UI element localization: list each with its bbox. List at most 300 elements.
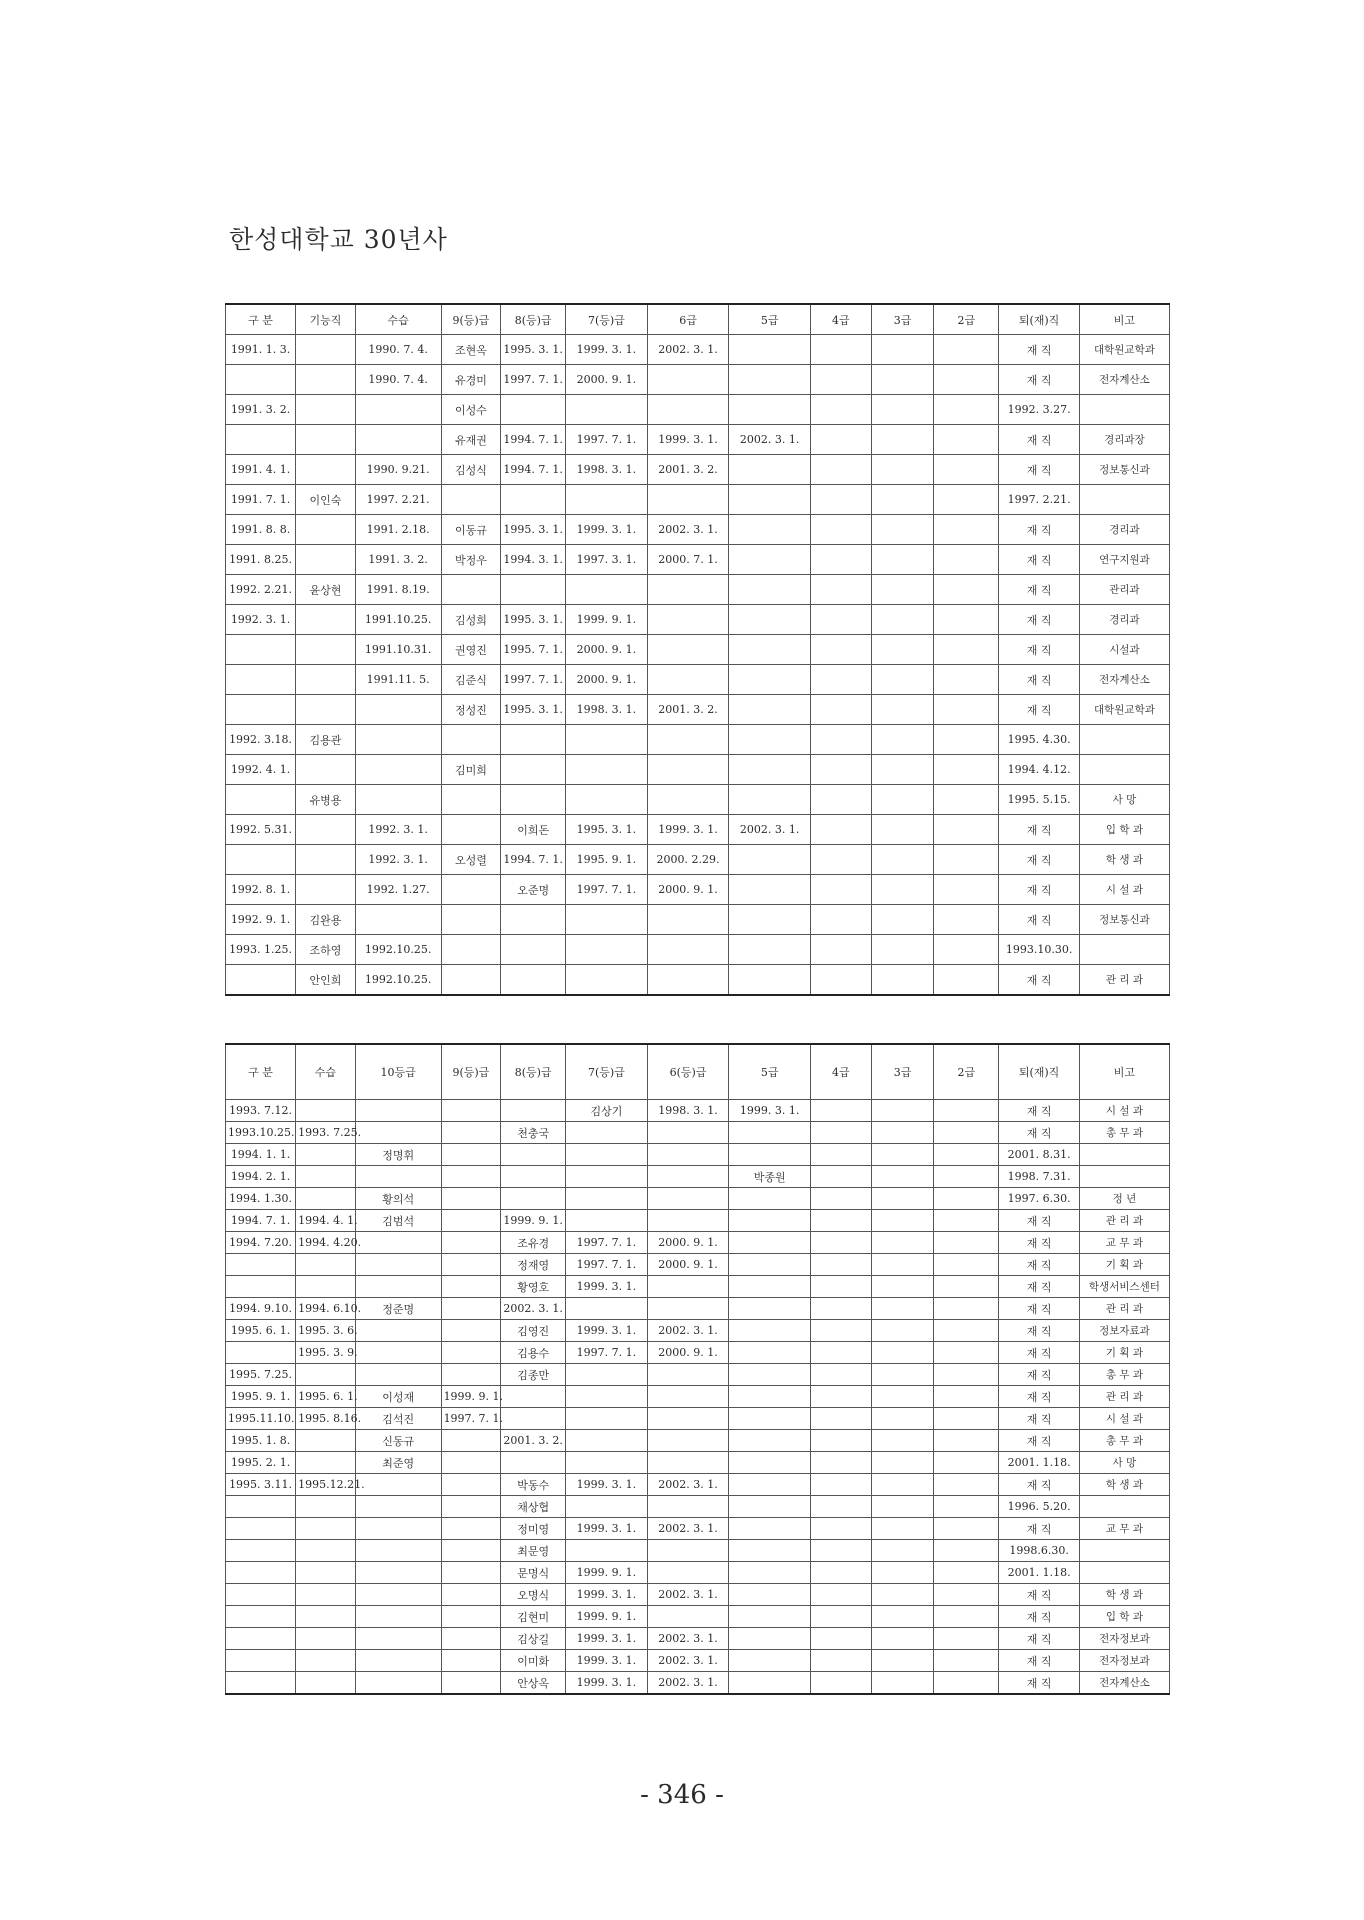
- table-cell: [871, 1518, 934, 1540]
- table-cell: 재 직: [999, 815, 1080, 845]
- table-cell: 1992. 2.21.: [226, 575, 296, 605]
- table-cell: [501, 785, 566, 815]
- table-cell: 재 직: [999, 1606, 1080, 1628]
- table-cell: 1992. 3. 1.: [355, 845, 441, 875]
- table-cell: [810, 1100, 871, 1122]
- table-cell: 2000. 9. 1.: [647, 1342, 729, 1364]
- table-cell: 1995. 3. 1.: [501, 695, 566, 725]
- table-cell: 1999. 3. 1.: [566, 335, 648, 365]
- table-cell: [934, 1210, 999, 1232]
- table-cell: 재 직: [999, 1650, 1080, 1672]
- table-cell: [355, 1122, 441, 1144]
- table-row: [226, 1650, 1170, 1672]
- table-cell: [871, 1342, 934, 1364]
- table-cell: [934, 1100, 999, 1122]
- table-cell: [871, 455, 934, 485]
- table-cell: 1991. 4. 1.: [226, 455, 296, 485]
- table-row: [226, 1672, 1170, 1695]
- table-cell: [647, 605, 729, 635]
- table-cell: [729, 1188, 811, 1210]
- table-cell: [871, 665, 934, 695]
- table-cell: [934, 785, 999, 815]
- table-cell: 1999. 3. 1.: [647, 425, 729, 455]
- table-cell: [729, 605, 811, 635]
- table-cell: [934, 1122, 999, 1144]
- table-cell: [934, 605, 999, 635]
- page-number: - 346 -: [640, 1780, 724, 1810]
- table-cell: 교 무 과: [1079, 1232, 1169, 1254]
- table-cell: [296, 845, 356, 875]
- table-cell: [441, 1496, 501, 1518]
- table-cell: 정보통신과: [1079, 905, 1169, 935]
- table-cell: [810, 785, 871, 815]
- table-cell: [729, 935, 811, 965]
- table-cell: [441, 1628, 501, 1650]
- table-cell: [810, 905, 871, 935]
- table-cell: [647, 665, 729, 695]
- table-row: [226, 605, 1170, 635]
- table-row: [226, 515, 1170, 545]
- table-cell: [810, 1298, 871, 1320]
- table-cell: 이미화: [501, 1650, 566, 1672]
- table-cell: [871, 1584, 934, 1606]
- table-cell: 2002. 3. 1.: [647, 1320, 729, 1342]
- table-cell: [1079, 1540, 1169, 1562]
- table-cell: 2002. 3. 1.: [647, 1628, 729, 1650]
- table-cell: [296, 425, 356, 455]
- table-cell: 1995. 8.16.: [296, 1408, 356, 1430]
- table-cell: [871, 1408, 934, 1430]
- table-cell: [871, 785, 934, 815]
- table-cell: 1991.10.31.: [355, 635, 441, 665]
- table-cell: [441, 1650, 501, 1672]
- table-row: [226, 1122, 1170, 1144]
- column-header: 2급: [934, 304, 999, 335]
- table-cell: 재 직: [999, 695, 1080, 725]
- table-cell: [566, 725, 648, 755]
- table-cell: 재 직: [999, 1342, 1080, 1364]
- table-cell: [934, 1562, 999, 1584]
- table-cell: 정 년: [1079, 1188, 1169, 1210]
- table-cell: [355, 1650, 441, 1672]
- table-cell: [729, 725, 811, 755]
- table-cell: [810, 1452, 871, 1474]
- table-cell: 1995. 3. 1.: [566, 815, 648, 845]
- table-cell: [441, 1276, 501, 1298]
- table-cell: 1995. 7. 1.: [501, 635, 566, 665]
- column-header: 수습: [296, 1044, 356, 1100]
- table-cell: [871, 425, 934, 455]
- table-cell: 2001. 8.31.: [999, 1144, 1080, 1166]
- table-cell: 김석진: [355, 1408, 441, 1430]
- table-cell: 1995. 6. 1.: [296, 1386, 356, 1408]
- table-cell: [566, 1122, 648, 1144]
- table-cell: [1079, 725, 1169, 755]
- table-cell: 김용수: [501, 1342, 566, 1364]
- table-cell: [934, 455, 999, 485]
- table-cell: 박동수: [501, 1474, 566, 1496]
- table-cell: [441, 905, 501, 935]
- personnel-table-1: [225, 303, 1170, 996]
- table-cell: 정성진: [441, 695, 501, 725]
- table-cell: 입 학 과: [1079, 815, 1169, 845]
- table-cell: [355, 1518, 441, 1540]
- table-cell: [871, 1298, 934, 1320]
- table-row: [226, 1518, 1170, 1540]
- table-row: [226, 1386, 1170, 1408]
- table-cell: 유재권: [441, 425, 501, 455]
- table-cell: 1997. 2.21.: [999, 485, 1080, 515]
- column-header: 8(등)급: [501, 1044, 566, 1100]
- table-cell: 조유경: [501, 1232, 566, 1254]
- table-cell: 1999. 3. 1.: [729, 1100, 811, 1122]
- table-cell: [296, 1276, 356, 1298]
- table-cell: [647, 1210, 729, 1232]
- table-cell: 1994. 3. 1.: [501, 545, 566, 575]
- table-cell: [647, 1386, 729, 1408]
- table-cell: [934, 845, 999, 875]
- table-cell: 1995. 3. 9.: [296, 1342, 356, 1364]
- table-cell: 1995. 3. 1.: [501, 515, 566, 545]
- table-cell: [647, 1562, 729, 1584]
- table-cell: 재 직: [999, 1364, 1080, 1386]
- table-cell: [810, 1320, 871, 1342]
- table-cell: [566, 1166, 648, 1188]
- column-header: 퇴(재)직: [999, 304, 1080, 335]
- table-cell: 전자정보과: [1079, 1628, 1169, 1650]
- column-header: 5급: [729, 1044, 811, 1100]
- table-cell: 1999. 3. 1.: [566, 1584, 648, 1606]
- table-cell: [647, 365, 729, 395]
- table-cell: 1991. 1. 3.: [226, 335, 296, 365]
- table-cell: 2000. 9. 1.: [647, 875, 729, 905]
- table-cell: 전자계산소: [1079, 365, 1169, 395]
- table-header-row: [226, 304, 1170, 335]
- table-cell: [810, 455, 871, 485]
- table-cell: [729, 1628, 811, 1650]
- table-cell: [810, 1408, 871, 1430]
- table-cell: 학 생 과: [1079, 845, 1169, 875]
- table-row: [226, 395, 1170, 425]
- table-row: [226, 1232, 1170, 1254]
- table-cell: 관 리 과: [1079, 1386, 1169, 1408]
- table-cell: [871, 395, 934, 425]
- table-cell: [729, 365, 811, 395]
- table-cell: [729, 1562, 811, 1584]
- column-header: 기능직: [296, 304, 356, 335]
- table-cell: [441, 935, 501, 965]
- table-cell: [226, 665, 296, 695]
- table-cell: 재 직: [999, 1584, 1080, 1606]
- table-cell: [1079, 1562, 1169, 1584]
- table-cell: 재 직: [999, 875, 1080, 905]
- table-cell: [934, 1650, 999, 1672]
- table-cell: 1999. 3. 1.: [566, 1518, 648, 1540]
- table-cell: 재 직: [999, 1276, 1080, 1298]
- column-header: 4급: [810, 1044, 871, 1100]
- table-cell: [441, 785, 501, 815]
- table-cell: [810, 1672, 871, 1695]
- table-cell: [810, 755, 871, 785]
- table-cell: 관 리 과: [1079, 1298, 1169, 1320]
- table-cell: [934, 485, 999, 515]
- table-cell: [934, 1540, 999, 1562]
- table-cell: [226, 1650, 296, 1672]
- table-cell: 김상길: [501, 1628, 566, 1650]
- table-cell: [729, 1342, 811, 1364]
- table-cell: 재 직: [999, 1122, 1080, 1144]
- table-cell: 1994. 2. 1.: [226, 1166, 296, 1188]
- table-cell: 정보자료과: [1079, 1320, 1169, 1342]
- table-cell: [441, 875, 501, 905]
- table-cell: [296, 1166, 356, 1188]
- table-cell: 재 직: [999, 1210, 1080, 1232]
- table-cell: [647, 1166, 729, 1188]
- table-cell: 1991.11. 5.: [355, 665, 441, 695]
- table-cell: [871, 725, 934, 755]
- table-row: [226, 755, 1170, 785]
- table-cell: [810, 1276, 871, 1298]
- table-cell: [226, 635, 296, 665]
- table-row: [226, 1100, 1170, 1122]
- table-cell: 2002. 3. 1.: [647, 515, 729, 545]
- table-cell: [566, 935, 648, 965]
- table-cell: [810, 965, 871, 996]
- table-cell: [355, 1672, 441, 1695]
- table-cell: 1992. 4. 1.: [226, 755, 296, 785]
- table-cell: [441, 725, 501, 755]
- table-cell: 1990. 7. 4.: [355, 365, 441, 395]
- table-row: [226, 845, 1170, 875]
- table-cell: 김영진: [501, 1320, 566, 1342]
- table-cell: [871, 365, 934, 395]
- table-cell: [934, 365, 999, 395]
- table-cell: 1991. 7. 1.: [226, 485, 296, 515]
- table-cell: [647, 725, 729, 755]
- table-cell: [296, 875, 356, 905]
- table-row: [226, 815, 1170, 845]
- table-cell: 2001. 1.18.: [999, 1562, 1080, 1584]
- table-cell: [566, 1188, 648, 1210]
- table-cell: [810, 1562, 871, 1584]
- table-cell: 시 설 과: [1079, 875, 1169, 905]
- table-cell: 박종원: [729, 1166, 811, 1188]
- table-cell: [296, 755, 356, 785]
- table-cell: [441, 1474, 501, 1496]
- table-cell: [355, 1474, 441, 1496]
- table-cell: [647, 1606, 729, 1628]
- table-cell: 학생서비스센터: [1079, 1276, 1169, 1298]
- table-cell: [355, 785, 441, 815]
- table-cell: [647, 1540, 729, 1562]
- table-row: [226, 485, 1170, 515]
- table-cell: 1995. 6. 1.: [226, 1320, 296, 1342]
- table-cell: [810, 1364, 871, 1386]
- table-cell: [871, 545, 934, 575]
- table-cell: [729, 1606, 811, 1628]
- column-header: 3급: [871, 304, 934, 335]
- table-cell: [729, 1210, 811, 1232]
- table-cell: [647, 905, 729, 935]
- table-cell: [934, 1298, 999, 1320]
- table-cell: [441, 1540, 501, 1562]
- table-cell: [296, 1188, 356, 1210]
- table-cell: 재 직: [999, 965, 1080, 996]
- table-cell: [501, 905, 566, 935]
- column-header: 비고: [1079, 304, 1169, 335]
- table-cell: [729, 1474, 811, 1496]
- table-cell: [871, 605, 934, 635]
- table-cell: 학 생 과: [1079, 1474, 1169, 1496]
- table-cell: 1996. 5.20.: [999, 1496, 1080, 1518]
- table-cell: [934, 935, 999, 965]
- table-row: [226, 1540, 1170, 1562]
- table-cell: [441, 1100, 501, 1122]
- table-cell: [810, 1254, 871, 1276]
- table-cell: 1998.6.30.: [999, 1540, 1080, 1562]
- table-cell: [871, 1144, 934, 1166]
- table-cell: [729, 1584, 811, 1606]
- table-cell: 재 직: [999, 515, 1080, 545]
- table-cell: [871, 1430, 934, 1452]
- table-cell: 재 직: [999, 1320, 1080, 1342]
- table-cell: 김성희: [441, 605, 501, 635]
- table-cell: [729, 455, 811, 485]
- table-cell: [871, 905, 934, 935]
- table-cell: 1997. 7. 1.: [566, 1342, 648, 1364]
- table-cell: 2002. 3. 1.: [647, 1584, 729, 1606]
- table-cell: [355, 1342, 441, 1364]
- table-cell: [501, 1408, 566, 1430]
- table-cell: 2002. 3. 1.: [647, 1672, 729, 1695]
- table-cell: [441, 1430, 501, 1452]
- table-row: [226, 575, 1170, 605]
- table-cell: 1994. 1. 1.: [226, 1144, 296, 1166]
- table-cell: 1991. 2.18.: [355, 515, 441, 545]
- table-cell: 연구지원과: [1079, 545, 1169, 575]
- table-cell: [647, 575, 729, 605]
- table-cell: [810, 575, 871, 605]
- table-cell: [355, 1364, 441, 1386]
- table-cell: [647, 1452, 729, 1474]
- table-cell: [296, 605, 356, 635]
- table-cell: 2002. 3. 1.: [647, 335, 729, 365]
- table-cell: [729, 1452, 811, 1474]
- table-cell: [810, 395, 871, 425]
- table-cell: [934, 425, 999, 455]
- table-cell: 재 직: [999, 1672, 1080, 1695]
- table-cell: [729, 515, 811, 545]
- table-cell: 1990. 9.21.: [355, 455, 441, 485]
- table-cell: [1079, 1166, 1169, 1188]
- table-cell: [566, 1144, 648, 1166]
- table-cell: 1997. 7. 1.: [566, 875, 648, 905]
- table-row: [226, 905, 1170, 935]
- table-cell: 1997. 6.30.: [999, 1188, 1080, 1210]
- table-row: [226, 1408, 1170, 1430]
- table-cell: 사 망: [1079, 785, 1169, 815]
- table-row: [226, 875, 1170, 905]
- column-header: 구 분: [226, 304, 296, 335]
- table-cell: 1992. 3.18.: [226, 725, 296, 755]
- table-cell: [934, 1232, 999, 1254]
- table-cell: [871, 845, 934, 875]
- table-cell: 2000. 9. 1.: [566, 665, 648, 695]
- table-cell: 정명휘: [355, 1144, 441, 1166]
- table-cell: 2000. 2.29.: [647, 845, 729, 875]
- column-header: 퇴(재)직: [999, 1044, 1080, 1100]
- table-cell: [647, 1496, 729, 1518]
- table-cell: [729, 635, 811, 665]
- table-cell: [1079, 1496, 1169, 1518]
- table-cell: 대학원교학과: [1079, 695, 1169, 725]
- table-cell: [729, 1276, 811, 1298]
- table-cell: 1994. 4.20.: [296, 1232, 356, 1254]
- table-cell: [729, 845, 811, 875]
- table-cell: [729, 1232, 811, 1254]
- table-cell: [355, 755, 441, 785]
- table-cell: 1992. 3. 1.: [355, 815, 441, 845]
- table-cell: [871, 1276, 934, 1298]
- table-cell: [729, 1320, 811, 1342]
- table-cell: 김종만: [501, 1364, 566, 1386]
- table-cell: [441, 1518, 501, 1540]
- table-cell: [501, 1188, 566, 1210]
- table-cell: 이희돈: [501, 815, 566, 845]
- table-cell: 신동규: [355, 1430, 441, 1452]
- table-cell: 1990. 7. 4.: [355, 335, 441, 365]
- table-cell: [934, 335, 999, 365]
- table-cell: [566, 485, 648, 515]
- table-cell: [810, 1474, 871, 1496]
- table-cell: 재 직: [999, 575, 1080, 605]
- table-cell: [729, 1144, 811, 1166]
- table-cell: 재 직: [999, 365, 1080, 395]
- table-cell: [871, 515, 934, 545]
- table-cell: [871, 1100, 934, 1122]
- table-cell: [729, 875, 811, 905]
- table-row: [226, 1210, 1170, 1232]
- table-cell: [296, 1496, 356, 1518]
- table-cell: [871, 1628, 934, 1650]
- column-header: 구 분: [226, 1044, 296, 1100]
- table-cell: [871, 755, 934, 785]
- table-cell: 1998. 3. 1.: [566, 695, 648, 725]
- table-cell: [296, 1584, 356, 1606]
- table-cell: 1998. 7.31.: [999, 1166, 1080, 1188]
- table-cell: [934, 755, 999, 785]
- table-cell: 2002. 3. 1.: [501, 1298, 566, 1320]
- table-row: [226, 1298, 1170, 1320]
- table-cell: [296, 1518, 356, 1540]
- table-cell: 1994. 9.10.: [226, 1298, 296, 1320]
- table-cell: [729, 485, 811, 515]
- table-cell: [871, 1188, 934, 1210]
- table-cell: 조현옥: [441, 335, 501, 365]
- table-cell: 총 무 과: [1079, 1122, 1169, 1144]
- column-header: 8(등)급: [501, 304, 566, 335]
- table-cell: [871, 1452, 934, 1474]
- table-cell: [355, 1100, 441, 1122]
- table-cell: [441, 1210, 501, 1232]
- table-cell: [566, 1298, 648, 1320]
- table-cell: 1992. 9. 1.: [226, 905, 296, 935]
- table-cell: [566, 1408, 648, 1430]
- table-cell: 1999. 3. 1.: [566, 1672, 648, 1695]
- table-cell: [871, 815, 934, 845]
- table-cell: [501, 1452, 566, 1474]
- table-cell: 1997. 7. 1.: [501, 365, 566, 395]
